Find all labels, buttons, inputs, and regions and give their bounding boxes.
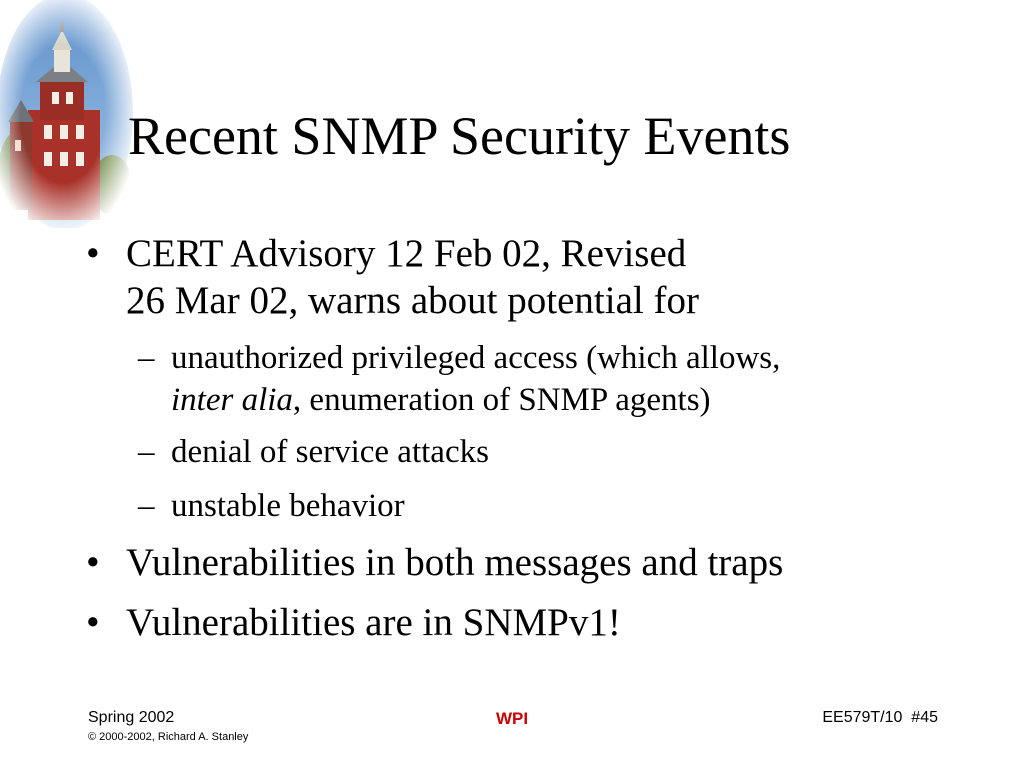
subitem-text-line2-rest: , enumeration of SNMP agents) bbox=[292, 382, 711, 418]
footer-term: Spring 2002 bbox=[88, 709, 175, 726]
slide-title: Recent SNMP Security Events bbox=[128, 106, 791, 166]
bullet-text-line2: 26 Mar 02, warns about potential for bbox=[126, 279, 699, 322]
bullet-marker: • bbox=[86, 232, 100, 275]
subitem-text: denial of service attacks bbox=[171, 434, 489, 470]
bullet-marker: • bbox=[86, 541, 100, 584]
subitem-text-line2 bbox=[171, 379, 711, 421]
subitem-text-line1: unauthorized privileged access (which allows, bbox=[171, 340, 781, 376]
footer-copyright: © 2000-2002, Richard A. Stanley bbox=[88, 731, 249, 743]
italic-phrase: inter alia bbox=[171, 382, 293, 418]
footer-left bbox=[88, 708, 248, 744]
dash-marker: – bbox=[138, 434, 155, 470]
footer-course-slide-number: EE579T/10 #45 bbox=[822, 709, 938, 726]
dash-marker: – bbox=[138, 340, 155, 376]
bullet-text: Vulnerabilities in both messages and traps bbox=[126, 541, 784, 584]
footer-org-wpi: WPI bbox=[495, 709, 529, 728]
bullet-marker: • bbox=[86, 601, 100, 644]
bullet-text: Vulnerabilities are in SNMPv1! bbox=[126, 601, 621, 644]
dash-marker: – bbox=[138, 488, 155, 524]
bullet-text-line1: CERT Advisory 12 Feb 02, Revised bbox=[126, 232, 687, 275]
subitem-text: unstable behavior bbox=[171, 488, 405, 524]
